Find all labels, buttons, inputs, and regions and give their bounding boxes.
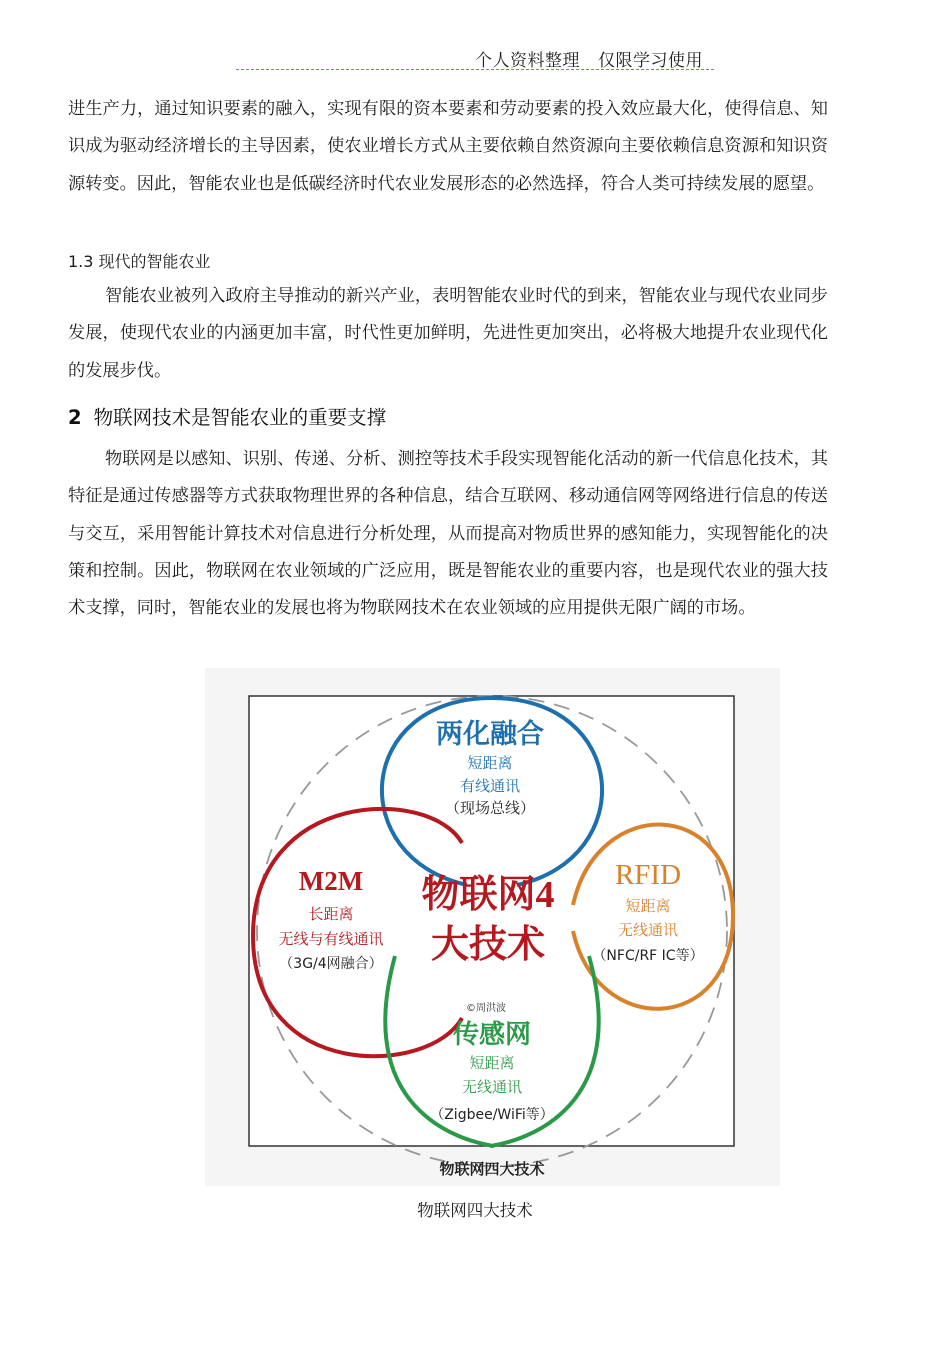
section-1-3-body: 智能农业被列入政府主导推动的新兴产业，表明智能农业时代的到来，智能农业与现代农业同步发展，使现代农业的内涵更加丰富，时代性更加鲜明，先进性更加突出，必将极大地提升农业现代化的发展步伐。 — [68, 286, 828, 381]
petal-right-line1: 短距离 — [625, 897, 671, 915]
iot-four-technologies-diagram — [205, 668, 780, 1186]
petal-right-line2: 无线通讯 — [617, 921, 679, 939]
petal-bottom-title: 传感网 — [452, 1020, 532, 1050]
petal-right-line3: （NFC/RF IC等） — [592, 948, 704, 964]
petal-bottom-line1: 短距离 — [469, 1054, 515, 1072]
petal-top-line1: 短距离 — [467, 754, 513, 772]
paragraph-intro: 进生产力，通过知识要素的融入，实现有限的资本要素和劳动要素的投入效应最大化，使得信息、知识成为驱动经济增长的主导因素，使农业增长方式从主要依赖自然资源向主要依赖信息资源和知识资源转变。因此，智能农业也是低碳经济时代农业发展形态的必然选择，符合人类可持续发展的愿望。 — [68, 99, 828, 194]
page-header — [475, 46, 703, 71]
petal-bottom-line3: （Zigbee/WiFi等） — [430, 1107, 554, 1123]
petal-top-line2: 有线通讯 — [459, 777, 521, 795]
petal-left-line1: 长距离 — [308, 905, 354, 923]
petal-left-line3: （3G/4网融合） — [279, 956, 383, 972]
header-right-text: 仅限学习使用 — [598, 51, 703, 71]
figure-inner-caption: 物联网四大技术 — [439, 1160, 545, 1178]
center-title-line1: 物联网4 — [421, 874, 555, 916]
header-divider — [236, 69, 714, 70]
section-2-heading — [68, 402, 386, 430]
petal-right-title: RFID — [614, 859, 682, 891]
petal-left-line2: 无线与有线通讯 — [278, 930, 384, 948]
petal-left-title: M2M — [298, 866, 364, 896]
section-2-title: 物联网技术是智能农业的重要支撑 — [93, 406, 387, 429]
section-1-3-heading: 1.3 现代的智能农业 — [68, 252, 211, 271]
section-2-number: 2 — [68, 406, 82, 429]
figure-copyright: ©周洪波 — [466, 1003, 506, 1014]
petal-bottom-line2: 无线通讯 — [461, 1078, 523, 1096]
petal-top-line3: （现场总线） — [444, 799, 536, 817]
petal-top-title: 两化融合 — [436, 719, 544, 749]
figure-caption: 物联网四大技术 — [417, 1201, 533, 1220]
section-2-body: 物联网是以感知、识别、传递、分析、测控等技术手段实现智能化活动的新一代信息化技术，其特征是通过传感器等方式获取物理世界的各种信息，结合互联网、移动通信网等网络进行信息的传送与交互，采用智能计算技术对信息进行分析处理，从而提高对物质世界的感知能力，实现智能化的决策和控制。因此，物联网在农业领域的广泛应用，既是智能农业的重要内容，也是现代农业的强大技术支撑，同时，智能农业的发展也将为物联网技术在农业领域的应用提供无限广阔的市场。 — [68, 449, 828, 619]
center-title-line2: 大技术 — [430, 924, 546, 966]
header-left-text: 个人资料整理 — [475, 51, 580, 71]
